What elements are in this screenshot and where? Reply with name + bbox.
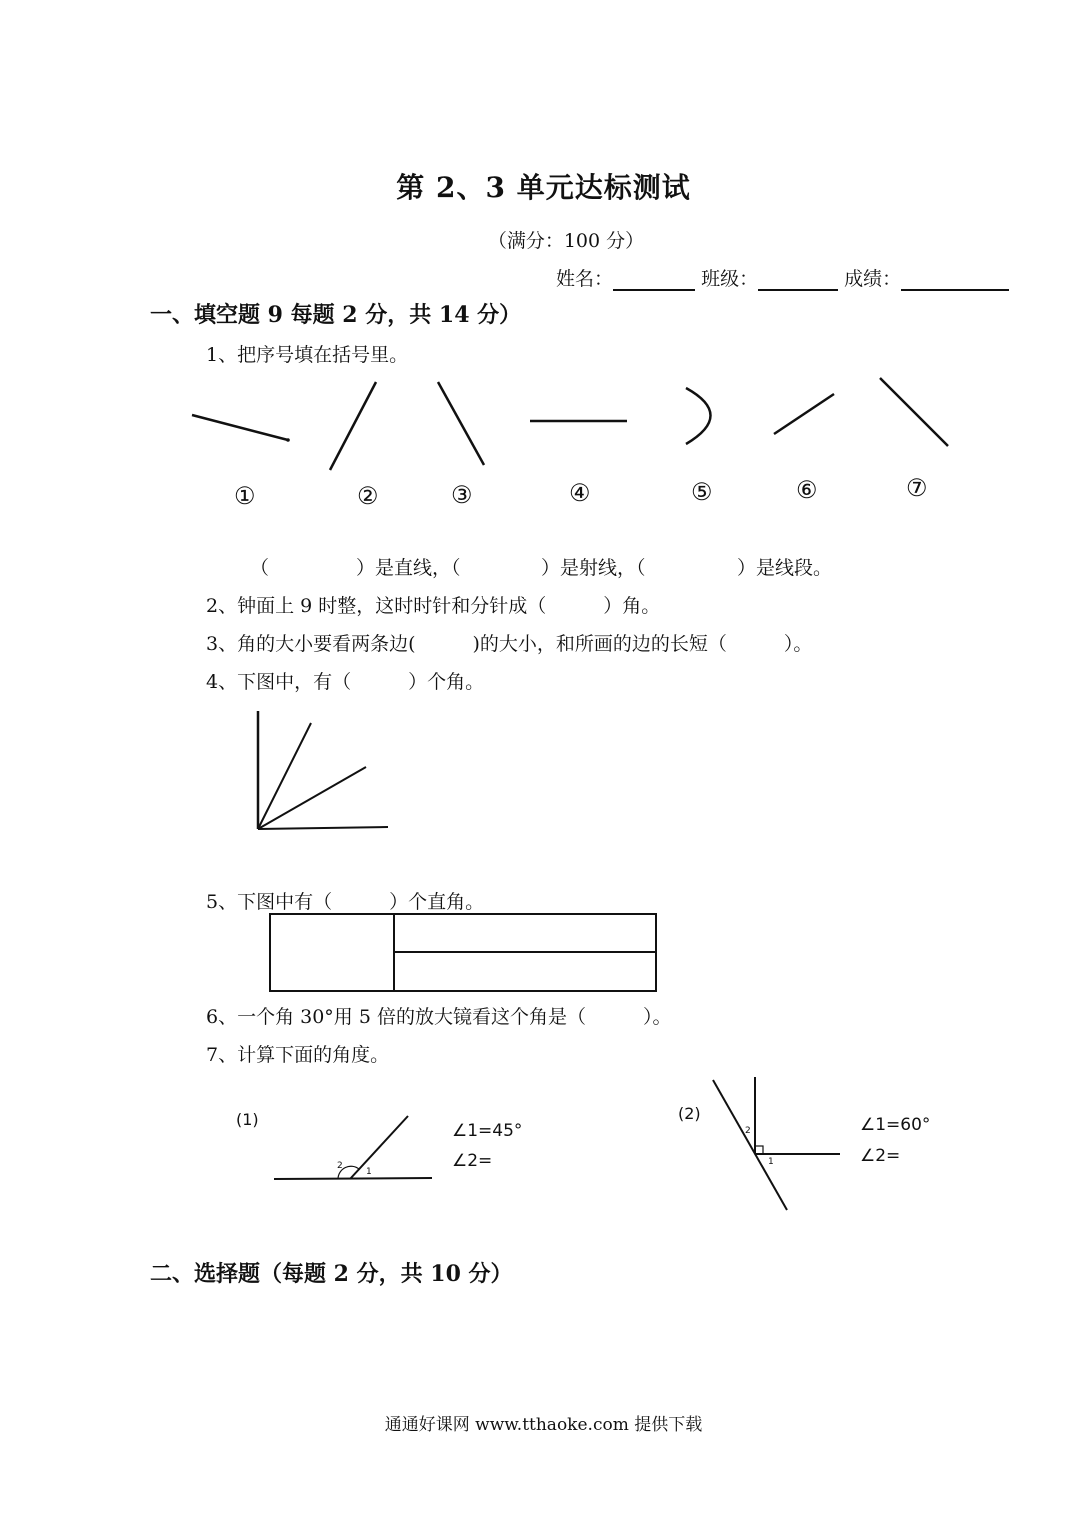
q1-label-5: ⑤ [691, 478, 713, 506]
q7-fig2-label: (2) [678, 1104, 701, 1123]
q7-fig2-angle1: ∠1=60° [860, 1115, 931, 1135]
q7-text: 7、计算下面的角度。 [206, 1044, 390, 1066]
q5-rectangle-figure [0, 910, 1087, 1000]
q6-text: 6、一个角 30°用 5 倍的放大镜看这个角是（ ）。 [206, 1006, 672, 1028]
q7-fig2-mark1: 1 [768, 1157, 774, 1167]
q1-paren-open: （ [250, 557, 270, 579]
figure-6-segment [774, 394, 834, 434]
score-label: 成绩 [844, 268, 883, 290]
q7-fig2-diagram [0, 1072, 1087, 1222]
section2-heading: 二、选择题（每题 2 分，共 10 分） [150, 1261, 513, 1287]
full-score: （满分：100 分） [487, 230, 645, 252]
q2-text: 2、钟面上 9 时整，这时时针和分针成（ ）角。 [206, 595, 661, 617]
q1-label-6: ⑥ [796, 476, 818, 504]
class-label: 班级 [701, 268, 740, 290]
figure-3-line [438, 382, 484, 465]
page-title: 第 2、3 单元达标测试 [396, 171, 691, 204]
footer-credit: 通通好课网 www.tthaoke.com 提供下载 [384, 1415, 703, 1435]
q1-answer-line-segment: ）是线段。 [737, 557, 833, 579]
q1-label-2: ② [357, 482, 379, 510]
q7-fig2-mark2: 2 [745, 1126, 751, 1136]
q7-fig1-label: (1) [236, 1110, 259, 1129]
q1-answer-line-ray: ）是射线，（ [541, 557, 646, 579]
q1-label-7: ⑦ [906, 474, 928, 502]
q3-text: 3、角的大小要看两条边( )的大小，和所画的边的长短（ ）。 [206, 633, 813, 655]
figure-2-line [330, 382, 376, 470]
figure-1-segment [192, 415, 288, 440]
q7-fig1-angle1: ∠1=45° [452, 1121, 523, 1141]
q1-label-3: ③ [451, 481, 473, 509]
q4-text: 4、下图中，有（ ）个角。 [206, 671, 485, 693]
q1-label-1: ① [234, 482, 256, 510]
q7-fig1-mark2: 2 [337, 1161, 343, 1171]
q7-fig2-angle2: ∠2= [860, 1146, 901, 1166]
class-field[interactable] [758, 267, 838, 291]
q7-fig1-mark1: 1 [366, 1167, 372, 1177]
name-label: 姓名 [556, 268, 595, 290]
q1-answer-line-straight: ）是直线，（ [356, 557, 461, 579]
name-field[interactable] [613, 267, 695, 291]
q4-angle-figure [0, 705, 1087, 845]
student-info-line: 姓名： 班级： 成绩： [556, 264, 1009, 291]
figure-7-line [880, 378, 948, 446]
q1-label-4: ④ [569, 479, 591, 507]
score-field[interactable] [901, 267, 1009, 291]
q1-text: 1、把序号填在括号里。 [206, 344, 409, 366]
q7-fig1-angle2: ∠2= [452, 1151, 493, 1171]
section1-heading: 一、填空题 9 每题 2 分，共 14 分） [150, 302, 522, 328]
q5-text: 5、下图中有（ ）个直角。 [206, 891, 485, 913]
figure-5-arc [686, 388, 711, 444]
